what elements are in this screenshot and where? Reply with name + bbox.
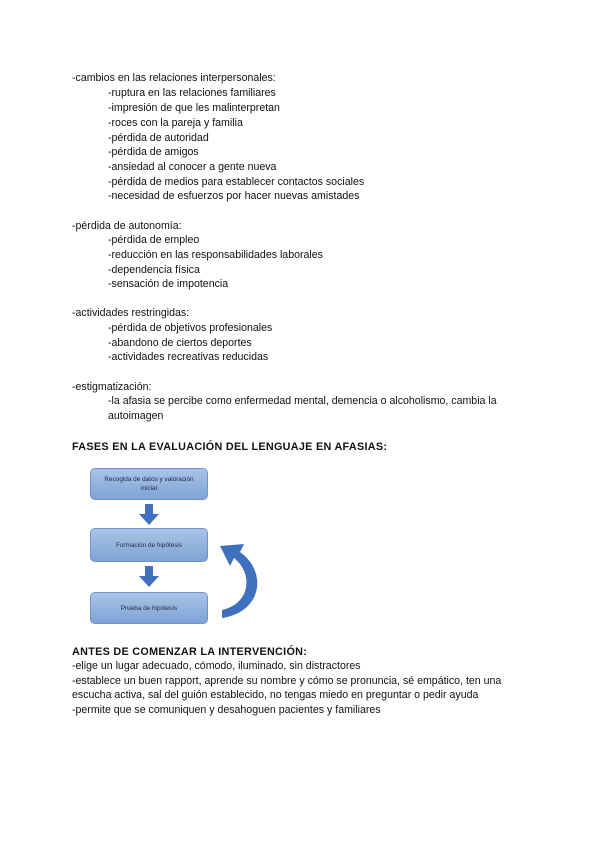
antes-line: escucha activa, sal del guión establecido, no tengas miedo en preguntar o pedir ayuda xyxy=(72,689,479,701)
list-item: -abandono de ciertos deportes xyxy=(108,337,252,349)
antes-line: -establece un buen rapport, aprende su nombre y cómo se pronuncia, sé empático, ten una xyxy=(72,675,502,687)
fases-diagram xyxy=(86,460,286,630)
list-item: -actividades recreativas reducidas xyxy=(108,351,269,363)
section-heading-actividades: -actividades restringidas: xyxy=(72,307,190,319)
arrow-down-icon xyxy=(138,566,160,588)
list-item: -pérdida de amigos xyxy=(108,146,199,158)
antes-heading: ANTES DE COMENZAR LA INTERVENCIÓN: xyxy=(72,646,308,658)
list-item: -reducción en las responsabilidades laborales xyxy=(108,249,323,261)
section-heading-relaciones: -cambios en las relaciones interpersonales: xyxy=(72,72,276,84)
list-item: -sensación de impotencia xyxy=(108,278,229,290)
list-item: -necesidad de esfuerzos por hacer nuevas amistades xyxy=(108,190,360,202)
list-item: -ansiedad al conocer a gente nueva xyxy=(108,161,277,173)
antes-line: -permite que se comuniquen y desahoguen pacientes y familiares xyxy=(72,704,381,716)
antes-line: -elige un lugar adecuado, cómodo, iluminado, sin distractores xyxy=(72,660,361,672)
list-item: -roces con la pareja y familia xyxy=(108,117,243,129)
arrow-down-icon xyxy=(138,504,160,526)
section-heading-autonomia: -pérdida de autonomía: xyxy=(72,220,182,232)
fases-heading: FASES EN LA EVALUACIÓN DEL LENGUAJE EN AFASIAS: xyxy=(72,441,388,453)
list-item: -dependencia física xyxy=(108,264,200,276)
box-formacion-hipotesis: Formación de hipótesis xyxy=(90,528,208,562)
list-item: -pérdida de empleo xyxy=(108,234,200,246)
estigma-paragraph: -la afasia se percibe como enfermedad mental, demencia o alcoholismo, cambia la autoimagen xyxy=(108,395,497,422)
list-item: -pérdida de autoridad xyxy=(108,132,209,144)
list-item: -ruptura en las relaciones familiares xyxy=(108,87,276,99)
box-prueba-hipotesis: Prueba de hipótesis xyxy=(90,592,208,624)
list-item: -pérdida de medios para establecer contactos sociales xyxy=(108,176,365,188)
list-item: -impresión de que les malinterpretan xyxy=(108,102,280,114)
section-heading-estigma: -estigmatización: xyxy=(72,381,152,393)
box-recogida-datos: Recogida de datos y valoración inicial xyxy=(90,468,208,500)
list-item: -pérdida de objetivos profesionales xyxy=(108,322,273,334)
curved-return-arrow-icon xyxy=(214,532,272,624)
